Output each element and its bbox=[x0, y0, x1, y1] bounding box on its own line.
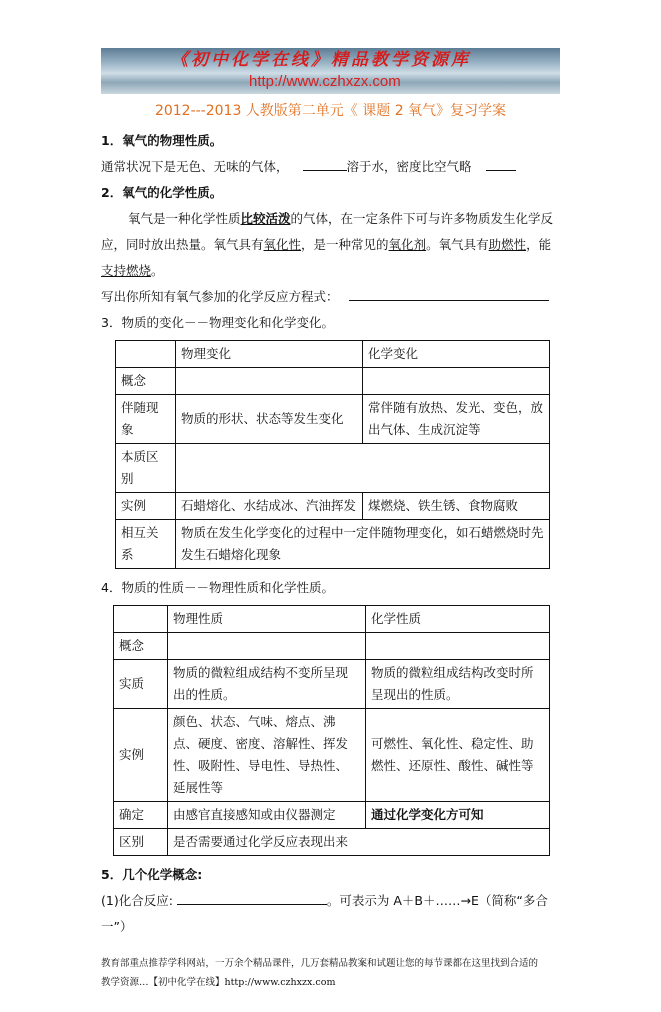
cell: 实例 bbox=[114, 709, 168, 802]
underlined-term: 比较活泼 bbox=[240, 211, 291, 226]
cell: 物质的形状、状态等发生变化 bbox=[176, 395, 363, 444]
table-row bbox=[114, 633, 550, 660]
text: 写出你所知有氧气参加的化学反应方程式： bbox=[101, 289, 339, 304]
text: 。氧气具有 bbox=[426, 237, 489, 252]
cell: 颜色、状态、气味、熔点、沸点、硬度、密度、溶解性、挥发性、吸附性、导电性、导热性、延展性等 bbox=[168, 709, 366, 802]
cell: 确定 bbox=[114, 802, 168, 829]
cell: 物质的微粒组成结构改变时所呈现出的性质。 bbox=[366, 660, 550, 709]
section-3-heading: 3．物质的变化－－物理变化和化学变化。 bbox=[101, 315, 334, 330]
banner-title: 《初中化学在线》精品教学资源库 bbox=[171, 50, 471, 70]
text: 溶于水，密度比空气略 bbox=[346, 159, 472, 174]
section-5-heading: 5．几个化学概念: bbox=[101, 867, 203, 882]
section-5-item-1 bbox=[101, 888, 561, 940]
cell[interactable] bbox=[366, 633, 550, 660]
cell: 实质 bbox=[114, 660, 168, 709]
section-2-para-1 bbox=[101, 206, 561, 284]
underlined-term: 助燃性 bbox=[488, 237, 527, 252]
footer bbox=[101, 954, 561, 992]
blank-field[interactable] bbox=[486, 158, 516, 171]
cell bbox=[114, 606, 168, 633]
table-row bbox=[114, 660, 550, 709]
cell[interactable] bbox=[176, 444, 550, 493]
cell: 通过化学变化方可知 bbox=[366, 802, 550, 829]
cell bbox=[116, 341, 176, 368]
section-1-heading: 1．氧气的物理性质。 bbox=[101, 133, 223, 148]
properties-table bbox=[113, 605, 550, 856]
changes-table bbox=[115, 340, 550, 569]
blank-field[interactable] bbox=[349, 288, 549, 301]
text: ，是一种常见的 bbox=[301, 237, 389, 252]
cell[interactable] bbox=[363, 368, 550, 395]
cell: 常伴随有放热、发光、变色，放出气体、生成沉淀等 bbox=[363, 395, 550, 444]
text: 氧气是一种化学性质 bbox=[128, 211, 241, 226]
cell: 概念 bbox=[116, 368, 176, 395]
banner-url: http://www.czhxzx.com bbox=[249, 73, 401, 90]
cell: 概念 bbox=[114, 633, 168, 660]
text: 的气体，在一定条件下可与许多物质发生化学反应，同 bbox=[101, 211, 554, 252]
text: (1)化合反应: bbox=[101, 893, 173, 908]
underlined-term: 支持燃烧 bbox=[101, 263, 152, 278]
text: 。可表示为 A＋B＋……→E（简称“多合一”） bbox=[101, 893, 548, 934]
section-1-text bbox=[101, 154, 561, 180]
cell: 相互关系 bbox=[116, 520, 176, 569]
table-row bbox=[116, 493, 550, 520]
cell: 化学变化 bbox=[363, 341, 550, 368]
text: 。 bbox=[151, 263, 164, 278]
cell: 实例 bbox=[116, 493, 176, 520]
cell: 本质区别 bbox=[116, 444, 176, 493]
table-row bbox=[116, 368, 550, 395]
table-row bbox=[116, 341, 550, 368]
section-2-heading: 2．氧气的化学性质。 bbox=[101, 185, 223, 200]
table-row bbox=[114, 606, 550, 633]
text: 通常状况下是无色、无味的气体， bbox=[101, 159, 289, 174]
cell: 物质在发生化学变化的过程中一定伴随物理变化，如石蜡燃烧时先发生石蜡熔化现象 bbox=[176, 520, 550, 569]
cell: 物理性质 bbox=[168, 606, 366, 633]
cell: 可燃性、氧化性、稳定性、助燃性、还原性、酸性、碱性等 bbox=[366, 709, 550, 802]
cell[interactable] bbox=[168, 633, 366, 660]
cell: 伴随现象 bbox=[116, 395, 176, 444]
cell: 区别 bbox=[114, 829, 168, 856]
blank-field[interactable] bbox=[303, 158, 347, 171]
cell[interactable] bbox=[176, 368, 363, 395]
table-row bbox=[116, 395, 550, 444]
equation-prompt bbox=[101, 284, 561, 310]
cell: 是否需要通过化学反应表现出来 bbox=[168, 829, 550, 856]
blank-field[interactable] bbox=[177, 892, 327, 905]
cell: 化学性质 bbox=[366, 606, 550, 633]
text: 时放出热量。氧气具有 bbox=[138, 237, 264, 252]
cell: 物质的微粒组成结构不变所呈现出的性质。 bbox=[168, 660, 366, 709]
text: ，能 bbox=[526, 237, 552, 252]
table-row bbox=[114, 829, 550, 856]
underlined-term: 氧化剂 bbox=[388, 237, 427, 252]
table-row bbox=[116, 444, 550, 493]
cell: 石蜡熔化、水结成冰、汽油挥发 bbox=[176, 493, 363, 520]
section-4-heading: 4．物质的性质－－物理性质和化学性质。 bbox=[101, 580, 334, 595]
underlined-term: 氧化性 bbox=[263, 237, 302, 252]
cell: 由感官直接感知或由仪器测定 bbox=[168, 802, 366, 829]
table-row bbox=[114, 709, 550, 802]
document-title: 2012---2013 人教版第二单元《 课题 2 氧气》复习学案 bbox=[154, 103, 507, 119]
table-row bbox=[116, 520, 550, 569]
footer-line: 教育部重点推荐学科网站，一万余个精品课件，几万套精品教案和试题让您的每节课都在这里找到合适的 bbox=[101, 958, 539, 969]
footer-line: 教学资源…【初中化学在线】http://www.czhxzx.com bbox=[101, 977, 336, 988]
table-row bbox=[114, 802, 550, 829]
cell: 煤燃烧、铁生锈、食物腐败 bbox=[363, 493, 550, 520]
document-body bbox=[101, 0, 561, 1012]
cell: 物理变化 bbox=[176, 341, 363, 368]
